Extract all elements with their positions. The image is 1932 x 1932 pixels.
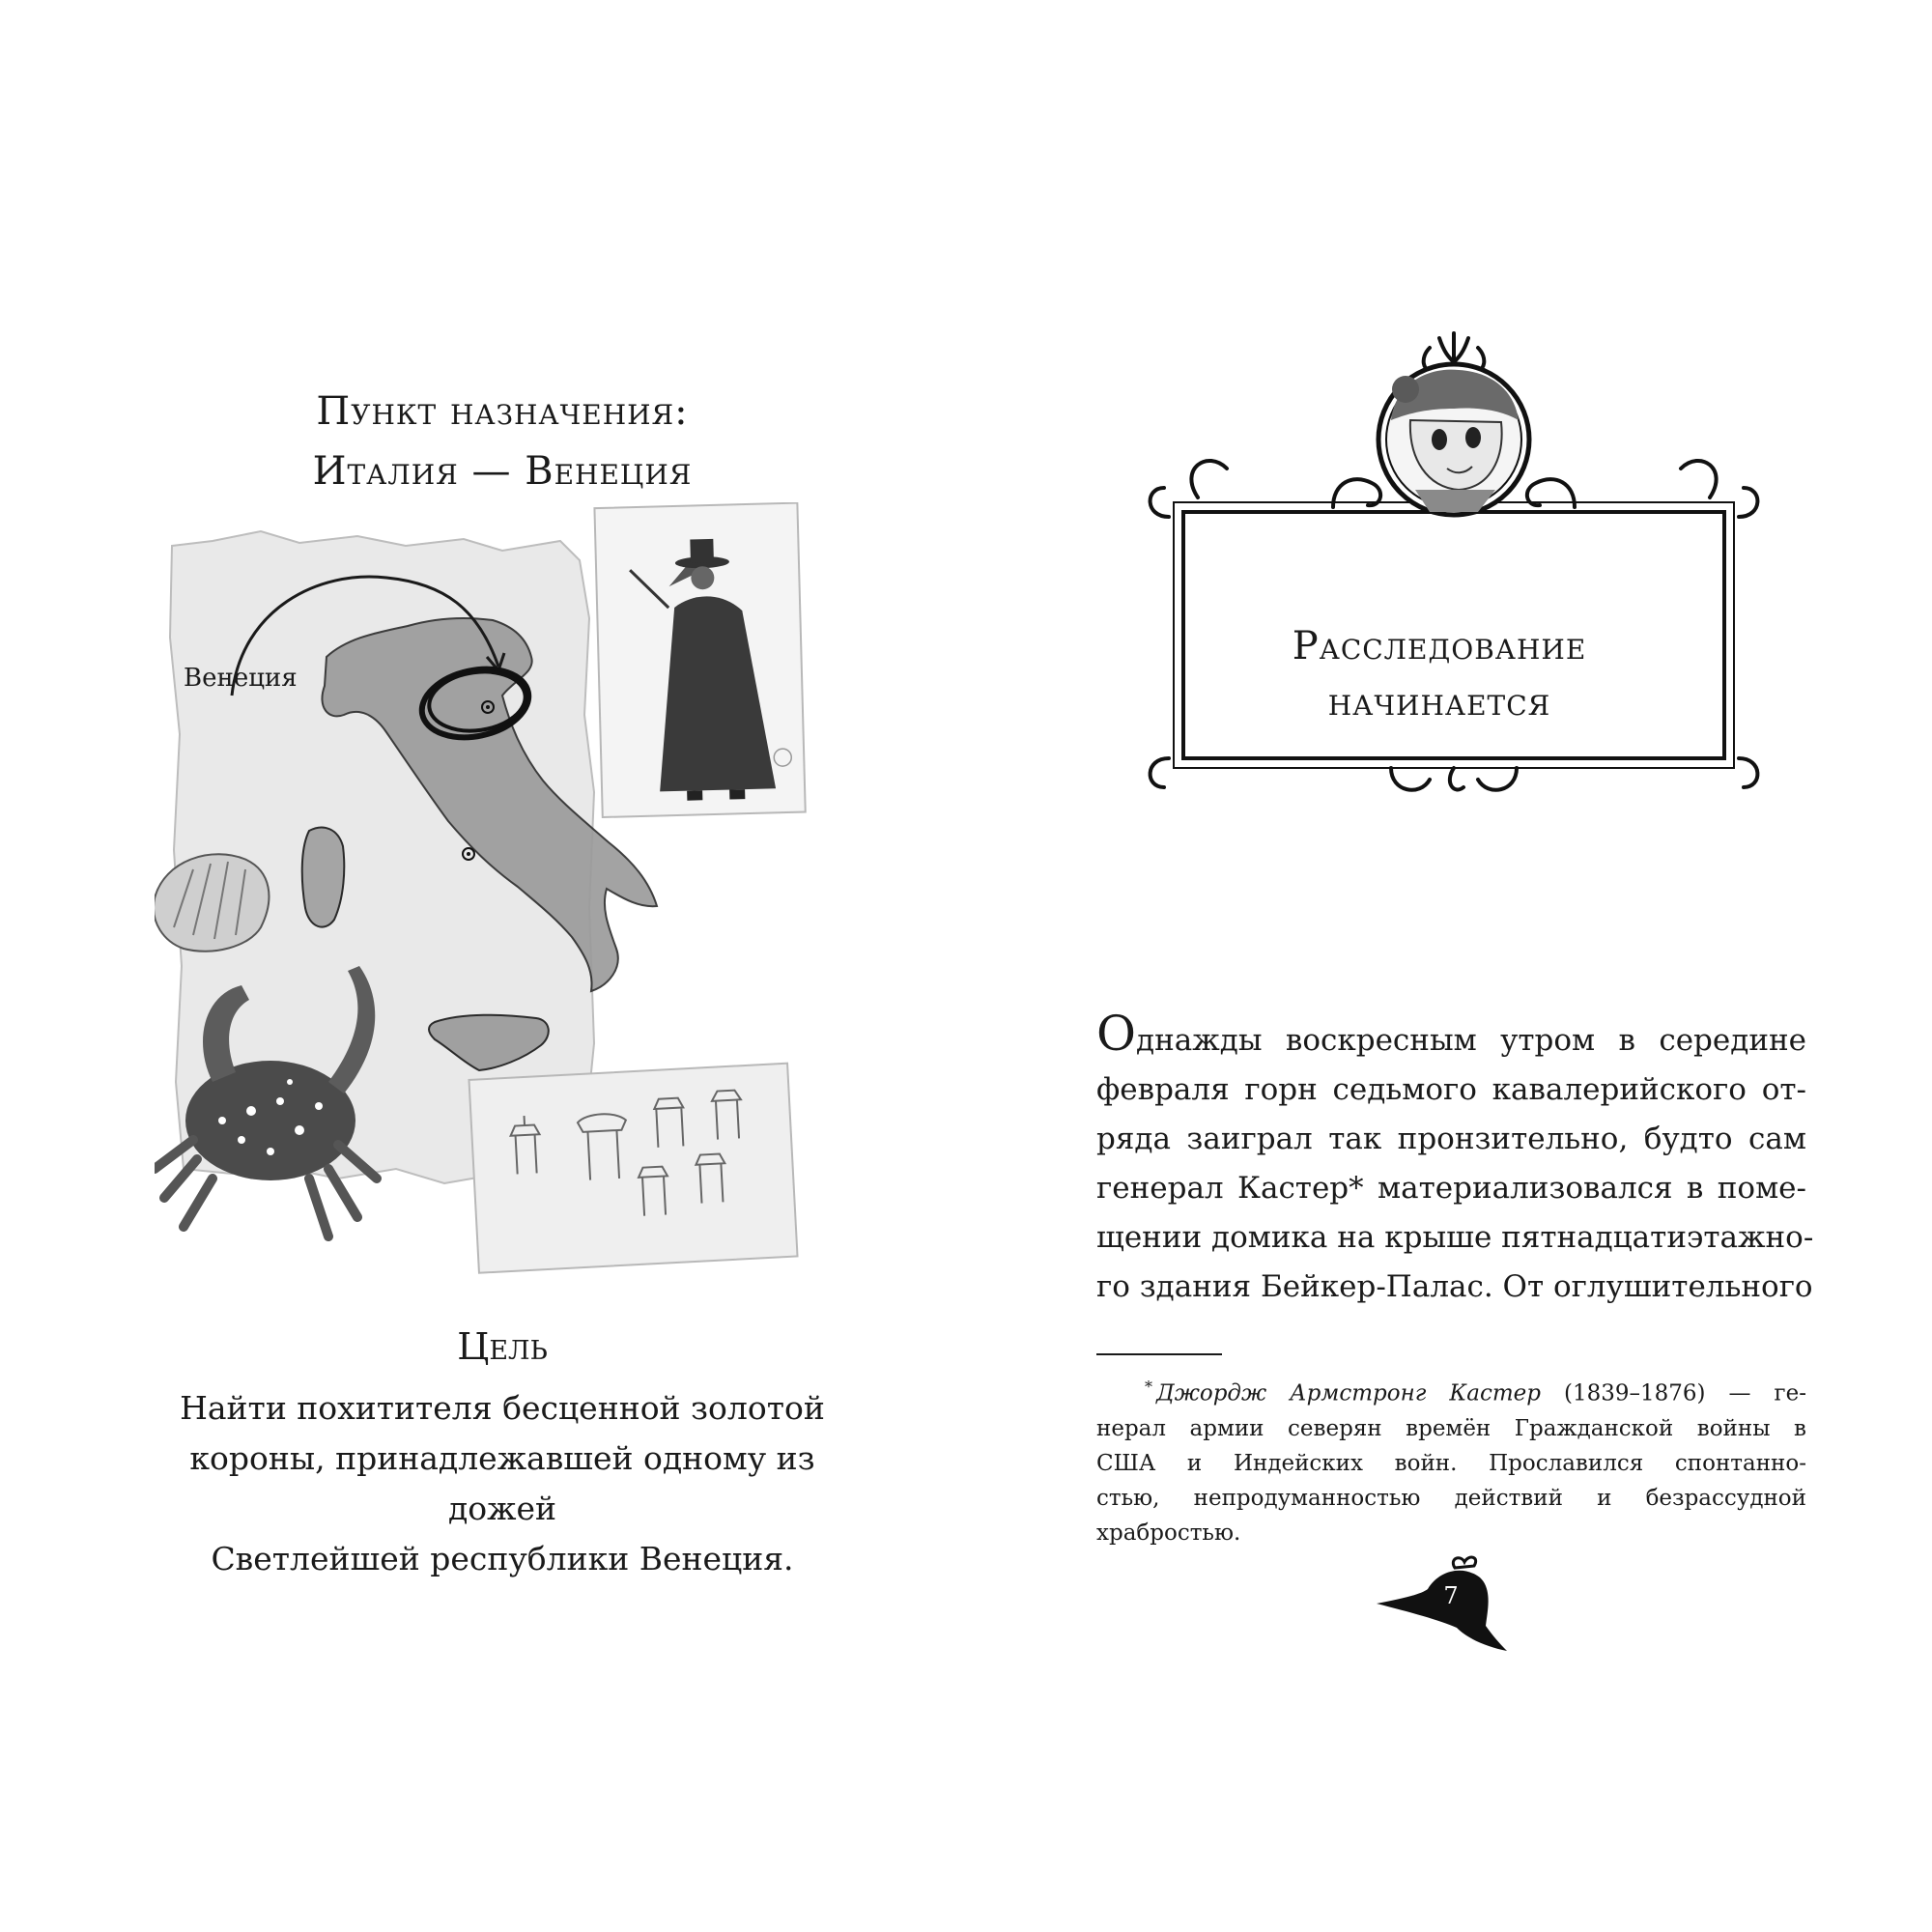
footnote-name: Джордж Армстронг Кастер <box>1156 1380 1541 1406</box>
footnote-divider <box>1096 1353 1222 1355</box>
goal-title: Цель <box>457 1325 548 1368</box>
body-line: ряда заиграл так пронзительно, будто сам <box>1096 1122 1806 1156</box>
destination-heading-line1: Пункт назначения: <box>316 389 689 434</box>
goal-line: Найти похитителя бесценной золотой <box>180 1389 825 1427</box>
girl-portrait-medallion <box>1378 364 1529 515</box>
footnote-marker: * <box>1145 1378 1152 1396</box>
footnote <box>1096 1370 1806 1550</box>
goal-line: Светлейшей республики Венеция. <box>211 1540 794 1577</box>
footnote-first-line-rest: (1839–1876) — ге- <box>1540 1380 1806 1406</box>
chapter-title-line2: начинается <box>1327 680 1551 724</box>
lanterns-sketch <box>469 1064 797 1273</box>
body-line: февраля горн седьмого кавалерийского от- <box>1096 1072 1806 1107</box>
body-line-first <box>1096 1006 1806 1065</box>
page-number: 7 <box>1443 1582 1459 1609</box>
footnote-line: храбростью. <box>1096 1520 1241 1546</box>
goal-line: короны, принадлежавшей одному из дожей <box>189 1439 815 1527</box>
footnote-line: США и Индейских войн. Прославился спонтанно- <box>1096 1450 1806 1476</box>
seashell-icon <box>155 854 269 951</box>
body-line: го здания Бейкер-Палас. От оглушительного <box>1096 1269 1813 1304</box>
destination-heading-line2: Италия — Венеция <box>312 449 693 494</box>
body-line: щении домика на крыше пятнадцатиэтажно- <box>1096 1220 1814 1255</box>
footnote-line: стью, непродуманностью действий и безрассудной <box>1096 1485 1806 1511</box>
footnote-line: нерал армии северян времён Гражданской войны в <box>1096 1415 1806 1441</box>
plague-doctor-sketch <box>594 503 805 817</box>
goal-text <box>135 1383 869 1584</box>
body-line: генерал Кастер* материализовался в поме- <box>1096 1171 1806 1206</box>
map-label-venice: Венеция <box>184 664 298 693</box>
chapter-title <box>1198 618 1681 730</box>
body-first-line-text: днажды воскресным утром в середине <box>1136 1023 1806 1058</box>
destination-heading <box>251 382 753 501</box>
footnote-line-first <box>1096 1370 1806 1411</box>
illustration-collage <box>155 502 811 1294</box>
drop-cap: О <box>1096 1006 1136 1062</box>
chapter-body-text <box>1096 1006 1814 1312</box>
chapter-title-line1: Расследование <box>1292 624 1587 668</box>
